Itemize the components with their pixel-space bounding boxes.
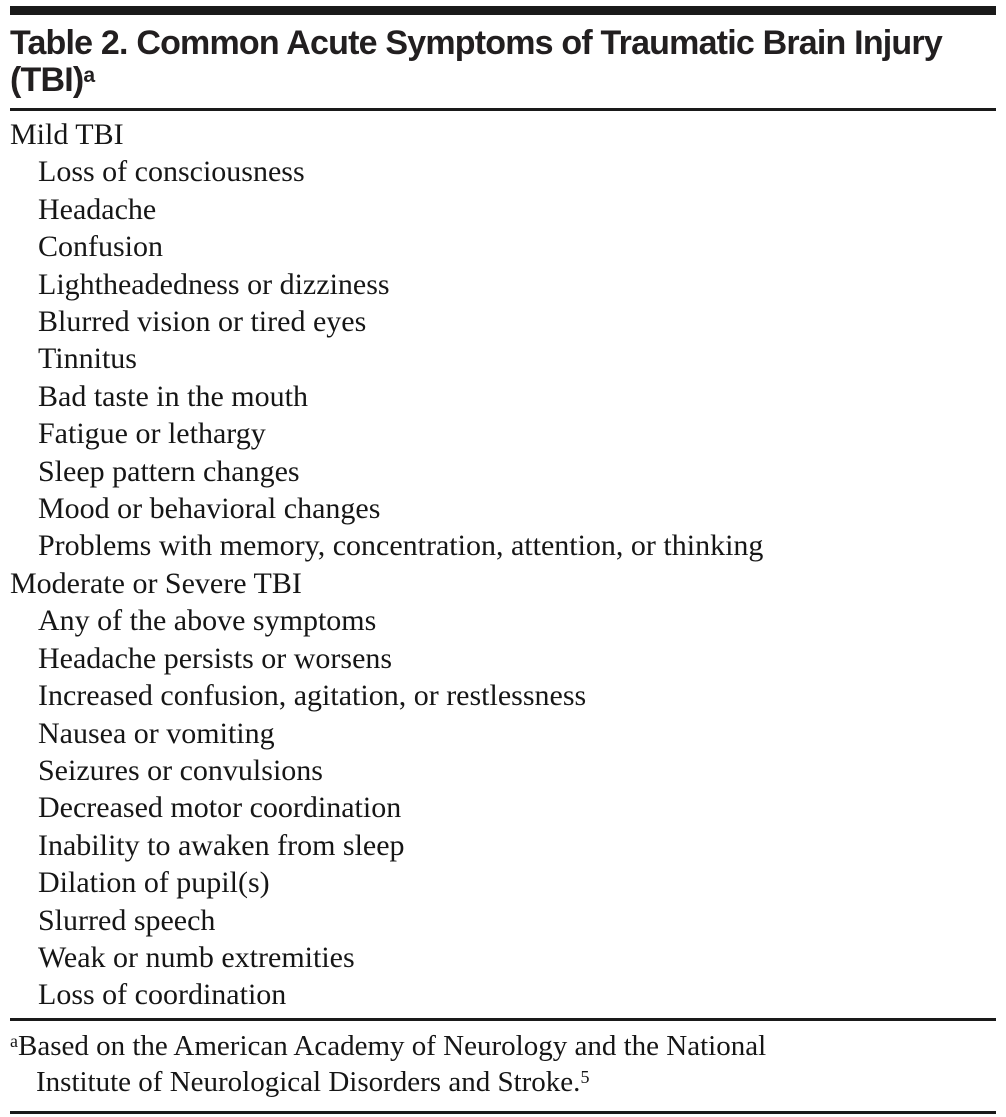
symptom-item: Headache [38, 192, 157, 226]
section-items [10, 153, 996, 564]
symptom-item: Headache persists or worsens [38, 641, 393, 675]
symptom-item: Any of the above symptoms [38, 604, 377, 638]
footnote-line2-text: Institute of Neurological Disorders and Stroke. [36, 1065, 581, 1098]
symptom-item: Confusion [38, 230, 164, 264]
section-heading: Mild TBI [10, 118, 124, 151]
symptom-item: Decreased motor coordination [38, 791, 402, 825]
footnote-line2 [10, 1066, 996, 1102]
footnote-line1-text: Based on the American Academy of Neurology and the National [17, 1029, 767, 1062]
title-footnote-mark: a [83, 63, 95, 87]
footnote-mark: a [10, 1030, 18, 1051]
symptom-item: Problems with memory, concentration, attention, or thinking [38, 529, 764, 563]
top-rule [10, 6, 996, 15]
table-title-line2 [10, 62, 996, 103]
table-title [10, 25, 996, 103]
symptom-section [10, 116, 996, 565]
symptom-item: Fatigue or lethargy [38, 417, 266, 451]
symptom-item: Increased confusion, agitation, or restlessness [38, 679, 587, 713]
symptom-item: Lightheadedness or dizziness [38, 267, 390, 301]
table-title-line1: Table 2. Common Acute Symptoms of Traumatic Brain Injury [10, 24, 942, 62]
symptom-item: Tinnitus [38, 342, 137, 376]
symptom-list [10, 111, 996, 1014]
symptom-item: Blurred vision or tired eyes [38, 305, 367, 339]
symptom-item: Loss of consciousness [38, 155, 305, 189]
symptom-section [10, 565, 996, 1014]
bottom-rule [10, 1111, 996, 1114]
section-heading: Moderate or Severe TBI [10, 566, 302, 600]
footnote-reference-mark: 5 [580, 1066, 590, 1087]
table-figure [0, 6, 1006, 1114]
symptom-item: Inability to awaken from sleep [38, 828, 405, 862]
symptom-item: Bad taste in the mouth [38, 379, 308, 413]
footnote-line1 [10, 1030, 996, 1066]
symptom-item: Nausea or vomiting [38, 716, 275, 750]
symptom-item: Seizures or convulsions [38, 753, 323, 787]
section-items [10, 602, 996, 1013]
table-title-line2-text: (TBI) [10, 61, 84, 99]
symptom-item: Mood or behavioral changes [38, 492, 381, 526]
symptom-item: Loss of coordination [38, 978, 287, 1012]
symptom-item: Weak or numb extremities [38, 940, 355, 974]
symptom-item: Dilation of pupil(s) [38, 866, 270, 900]
symptom-item: Slurred speech [38, 903, 216, 937]
footnote [10, 1021, 996, 1102]
symptom-item: Sleep pattern changes [38, 454, 300, 488]
